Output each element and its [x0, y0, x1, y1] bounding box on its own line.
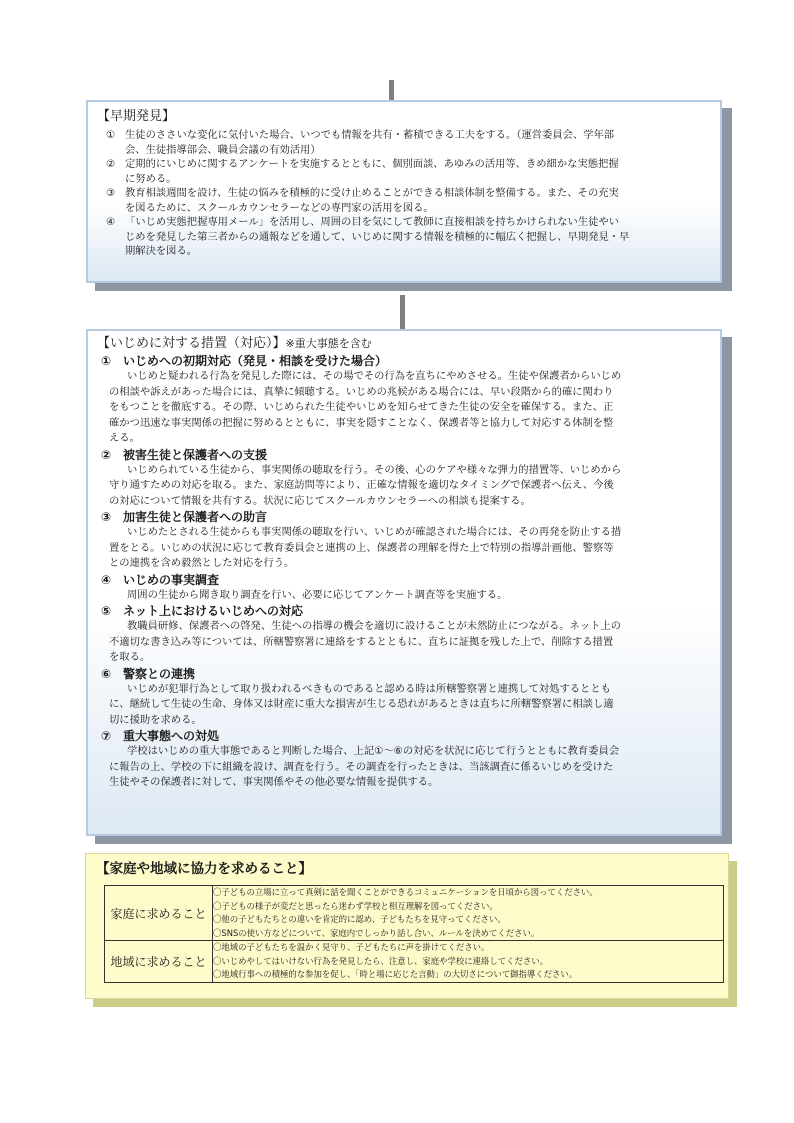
- section-body: [97, 369, 720, 447]
- section-text-line: いじめたとされる生徒からも事実関係の聴取を行い、いじめが確認された場合には、その再発を防止する措: [127, 526, 622, 538]
- cooperation-row-items: [213, 886, 724, 941]
- section-text-line: 周囲の生徒から聞き取り調査を行い、必要に応じてアンケート調査等を実施する。: [127, 588, 508, 601]
- cooperation-item: 〇子どもの様子が変だと思ったら迷わず学校と相互理解を図ってください。: [213, 900, 498, 911]
- section-heading: [97, 572, 720, 588]
- section-text-line: いじめられている生徒から、事実関係の聴取を行う。その後、心のケアや様々な弾力的措置等、いじめから: [127, 463, 622, 476]
- item-number: ④: [106, 216, 116, 228]
- cooperation-item: 〇子どもの立場に立って真剣に話を聞くことができるコミュニケーションを日頃から図ってください。: [213, 887, 598, 897]
- section-number: ③: [101, 510, 112, 524]
- section-heading-text: ネット上におけるいじめへの対応: [123, 604, 304, 618]
- cooperation-title: 【家庭や地域に協力を求めること】: [96, 861, 312, 877]
- section-heading: [97, 353, 720, 369]
- section-number: ⑦: [101, 729, 112, 743]
- top-connector: [389, 80, 394, 100]
- cooperation-row-label: 家庭に求めること: [105, 886, 213, 941]
- section-text-line: をもつことを徹底する。その際、いじめられた生徒やいじめを知らせてきた生徒の安全を確保する。また、正: [109, 401, 614, 413]
- measures-list: [97, 353, 720, 791]
- section-number: ②: [101, 447, 112, 462]
- item-text-line: 会、生徒指導部会、職員会議の有効活用）: [125, 143, 321, 156]
- early-detection-title: 【早期発見】: [97, 109, 176, 124]
- measures-title-text: 【いじめに対する措置（対応）】: [97, 336, 286, 351]
- section-heading: [97, 728, 720, 744]
- early-item: [97, 157, 720, 186]
- item-text-line: じめを発見した第三者からの通報などを通して、いじめに関する情報を積極的に幅広く把握し、早期発見・早: [125, 230, 630, 243]
- cooperation-row: [105, 941, 724, 983]
- section-heading-text: 被害生徒と保護者への支援: [123, 447, 268, 462]
- middle-connector: [400, 295, 405, 331]
- item-text-line: 「いじめ実態把握専用メール」を活用し、周囲の目を気にして教師に直接相談を持ちかけられない生徒やい: [125, 216, 620, 228]
- section-heading: [97, 666, 720, 682]
- item-text-line: 教育相談週間を設け、生徒の悩みを積極的に受け止めることができる相談体制を整備する。また、その充実: [125, 187, 619, 199]
- section-text-line: の相談や訴えがあった場合には、真摯に傾聴する。いじめの兆候がある場合には、早い段階から的確に関わり: [109, 385, 614, 398]
- item-number: ③: [106, 187, 116, 199]
- section-text-line: 置をとる。いじめの状況に応じて教育委員会と連携の上、保護者の理解を得た上で特別の指導計画他、警察等: [109, 541, 614, 554]
- section-text-line: 教職員研修、保護者への啓発、生徒への指導の機会を適切に設けることが未然防止につながる。ネット上の: [127, 620, 622, 632]
- cooperation-row-items: [213, 941, 724, 983]
- section-number: ⑤: [101, 604, 112, 618]
- section-text-line: 確かつ迅速な事実関係の把握に努めるとともに、事実を隠すことなく、保護者等と協力して対応する体制を整: [109, 416, 614, 429]
- section-body: [97, 525, 720, 572]
- section-text-line: 守り通すための対応を取る。また、家庭訪問等により、正確な情報を適切なタイミングで保護者へ伝え、今後: [109, 479, 614, 491]
- cooperation-panel: [85, 853, 729, 999]
- section-body: [97, 463, 720, 510]
- section-text-line: いじめが犯罪行為として取り扱われるべきものであると認める時は所轄警察署と連携して対処するととも: [127, 682, 611, 695]
- section-text-line: いじめと疑われる行為を発見した際には、その場でその行為を直ちにやめさせる。生徒や保護者からいじめ: [127, 370, 622, 382]
- item-text-line: 定期的にいじめに関するアンケートを実施するとともに、個別面談、あゆみの活用等、きめ細かな実態把握: [125, 158, 619, 170]
- section-text-line: との連携を含め毅然とした対応を行う。: [109, 557, 295, 569]
- item-text-line: 期解決を図る。: [125, 245, 198, 257]
- section-heading: [97, 603, 720, 619]
- early-item: [97, 215, 720, 259]
- cooperation-item: 〇いじめやしてはいけない行為を発見したら、注意し、家庭や学校に連絡してください。: [213, 955, 548, 966]
- section-heading-text: 警察との連携: [123, 666, 196, 681]
- section-text-line: 切に援助を求める。: [109, 713, 202, 726]
- section-text-line: に報告の上、学校の下に組織を設け、調査を行う。その調査を行ったときは、当該調査に係るいじめを受けた: [109, 760, 614, 773]
- item-number: ②: [106, 158, 116, 170]
- cooperation-table: [104, 885, 724, 983]
- section-text-line: に、継続して生徒の生命、身体又は財産に重大な損害が生じる恐れがあるときは直ちに所轄警察署に相談し適: [109, 698, 614, 710]
- section-heading-text: いじめの事実調査: [123, 572, 220, 587]
- section-number: ①: [101, 354, 112, 368]
- section-number: ⑥: [101, 666, 112, 681]
- measures-title: [97, 335, 720, 353]
- cooperation-item: 〇地域行事への積極的な参加を促し、「時と場に応じた言動」の大切さについて御指導ください。: [213, 969, 578, 979]
- early-detection-panel: [86, 100, 722, 283]
- cooperation-row: [105, 886, 724, 941]
- section-heading-text: いじめへの初期対応（発見・相談を受けた場合）: [123, 354, 388, 368]
- cooperation-item: 〇SNSの使い方などについて、家庭内でしっかり話し合い、ルールを決めてください。: [213, 927, 540, 938]
- early-detection-list: [97, 128, 720, 259]
- section-heading: [97, 447, 720, 463]
- section-text-line: の対応について情報を共有する。状況に応じてスクールカウンセラーへの相談も提案する。: [109, 494, 531, 507]
- cooperation-item: 〇他の子どもたちとの違いを肯定的に認め、子どもたちを見守ってください。: [213, 914, 506, 924]
- section-text-line: 生徒やその保護者に対して、事実関係やその他必要な情報を提供する。: [109, 776, 439, 788]
- early-item: [97, 186, 720, 215]
- item-text-line: を図るために、スクールカウンセラーなどの専門家の活用を図る。: [125, 201, 434, 214]
- section-body: [97, 619, 720, 666]
- section-body: [97, 744, 720, 791]
- section-text-line: 不適切な書き込み等については、所轄警察署に連絡をするとともに、直ちに証拠を残した上で、削除する措置: [109, 635, 614, 648]
- section-body: [97, 588, 720, 604]
- section-number: ④: [101, 572, 112, 587]
- section-heading-text: 加害生徒と保護者への助言: [123, 510, 268, 524]
- section-text-line: を取る。: [109, 651, 151, 663]
- item-text-line: に努める。: [125, 172, 177, 185]
- section-heading: [97, 509, 720, 525]
- item-number: ①: [106, 129, 116, 141]
- measures-title-note: ※重大事態を含む: [285, 337, 372, 350]
- measures-panel: [86, 329, 722, 836]
- section-heading-text: 重大事態への対処: [123, 729, 220, 743]
- cooperation-item: 〇地域の子どもたちを温かく見守り、子どもたちに声を掛けてください。: [213, 942, 490, 952]
- section-text-line: 学校はいじめの重大事態であると判断した場合、上記①～⑥の対応を状況に応じて行うとともに教育委員会: [127, 745, 620, 757]
- cooperation-row-label: 地域に求めること: [105, 941, 213, 983]
- item-text-line: 生徒のささいな変化に気付いた場合、いつでも情報を共有・蓄積できる工夫をする。（運営委員会、学年部: [125, 129, 615, 141]
- section-text-line: える。: [109, 432, 140, 444]
- early-item: [97, 128, 720, 157]
- section-body: [97, 682, 720, 729]
